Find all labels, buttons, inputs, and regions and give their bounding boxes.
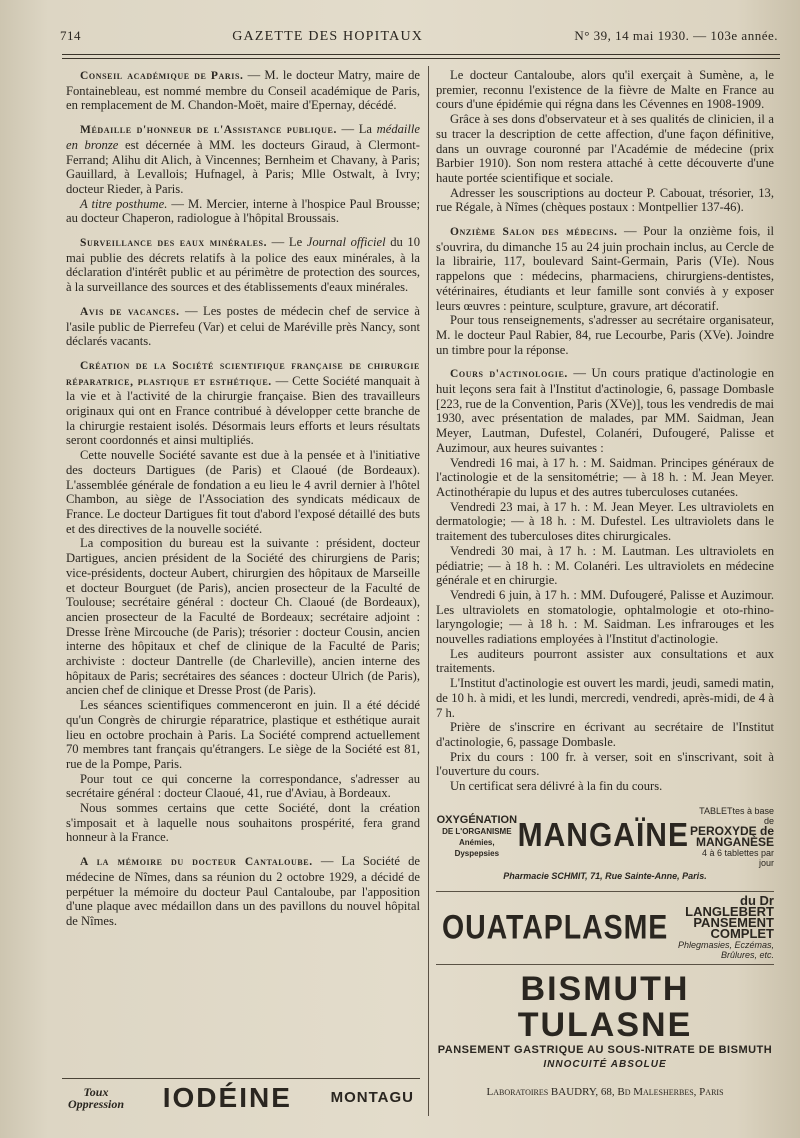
article-text: est décernée à MM. les docteurs Giraud, à Clermont-Ferrand; Alihu dit Alich, à Vincennes; Bernheim et Chavany, à Paris; Gauillard, à Levallois; Hufnagel, à Paris; Mlle Ostwalt, à Ivry; docteur Rieder, à Paris. [66,137,420,196]
right-column [436,68,774,1100]
ad-bismuth-brand: BISMUTH TULASNE [517,970,693,1045]
article-heading: Surveillance des eaux minérales. [80,237,268,250]
article-conseil [66,68,420,113]
ad-mangaine-left [436,815,518,859]
article-paragraph: Pour tous renseignements, s'adresser au secrétaire organisateur, M. le docteur Paul Rabier, 84, rue Lecourbe, Paris (XVe). Joindre un timbre pour la réponse. [436,313,774,357]
article-text: — Le [267,235,307,250]
ad-ouataplasme-doctor: du Dr LANGLEBERT [685,893,774,920]
article-text: — La [336,122,377,137]
article-italic: médaille en bronze [66,122,421,152]
article-italic: Journal officiel [306,235,386,250]
article-paragraph: Vendredi 30 mai, à 17 h. : M. Lautman. Les ultraviolets en pédiatrie; — à 18 h. : M. Colanéri. Les ultraviolets en médecine générale et en chirurgie. [436,543,774,588]
ad-ouataplasme [436,891,774,965]
article-paragraph: L'Institut d'actinologie est ouvert les mardi, jeudi, samedi matin, de 10 h. à midi, et les lundi, mercredi, vendredi, après-midi, de 4 à 7 h. [436,676,774,720]
ad-mangaine-brand: MANGAÏNE [517,817,689,854]
article-heading: Création de la Société scientifique française de chirurgie réparatrice, plastique et esthétique. [66,359,420,388]
article-italic: A titre posthume. [80,196,168,211]
article-paragraph: Pour tout ce qui concerne la correspondance, s'adresser au secrétaire général : docteur Claoué, 41, rue d'Aviau, à Bordeaux. [66,771,420,801]
article-creation [66,358,420,845]
ads-block [436,806,774,1100]
article-paragraph: Nous sommes certains que cette Société, dont la création s'imposait et à laquelle nous souhaitons prospérité, fera grand honneur à la France. [66,801,420,845]
ad-mangaine-pharmacy: Pharmacie SCHMIT, 71, Rue Sainte-Anne, Paris. [503,870,707,881]
article-paragraph: Vendredi 23 mai, à 17 h. : M. Jean Meyer. Les ultraviolets en dermatologie; — à 18 h. : M. Dufestel. Les ultraviolets dans le traitement des tuberculoses dites chirurgicales. [436,499,774,544]
article-medaille [66,122,420,226]
ad-mangaine-dose: 4 à 6 tablettes par jour [701,847,774,868]
article-text: — Cette Société manquait à la vie et à l'activité de la chirurgie française. Bien des travailleurs originaux qui ont en France contribué à développer cette branche de la chirurgie restaient isolés. Désormais leurs efforts et leurs résultats seront coordonnés et ainsi multipliés. [66,373,420,448]
issue-line: N° 39, 14 mai 1930. — 103e année. [574,28,778,43]
article-text: — Pour la onzième fois, il s'ouvrira, du dimanche 15 au 24 juin prochain inclus, au Cercle de la librairie, 117, boulevard Saint-Germain, Paris (VIe). Nous rappelons que : médecins, pharmaciens, chirurgiens-dentistes, vétérinaires, étudiants et leur famille sont conviés à y exposer leurs œuvres : peinture, sculpture, gravure, art décoratif. [436,224,774,313]
page-header [60,28,778,50]
ad-iodeine-maker: MONTAGU [330,1089,414,1106]
ad-iodeine-brand: IODÉINE [162,1081,292,1113]
article-paragraph: Un certificat sera délivré à la fin du cours. [450,779,663,794]
article-paragraph: Adresser les souscriptions au docteur P. Cabouat, trésorier, 13, rue Régale, à Nîmes (chèques postaux : Montpellier 137-46). [436,185,774,215]
article-paragraph: Prix du cours : 100 fr. à verser, soit en s'inscrivant, soit à l'ouverture du cours. [436,749,774,779]
article-paragraph: Vendredi 16 mai, à 17 h. : M. Saidman. Principes généraux de l'actinologie et de la sensitométrie; — à 18 h. : M. Jean Meyer. Actinothérapie du lupus et des autres tuberculoses cutanées. [436,455,774,499]
article-vacances [66,304,420,349]
ad-mangaine-tablet: TABLETtes à base de [699,805,774,826]
article-paragraph: Les auditeurs pourront assister aux consultations et aux traitements. [436,646,774,676]
ad-bismuth-subtitle: PANSEMENT GASTRIQUE AU SOUS-NITRATE DE BISMUTH [437,1044,773,1057]
ad-mangaine [436,806,774,868]
column-separator [428,66,429,1116]
article-text: — Un cours pratique d'actinologie en huit leçons sera fait à l'Institut d'actinologie, 6, passage Dombasle [223, rue de la Convention, Paris (XVe)], tous les vendredis de mai 1930, avec présentation de malades, par MM. Saidman, Jean Meyer, Lautman, Dufestel, Colanéri, Dufougeré, Palisse et Auzimour, aux heures suivantes : [436,366,774,455]
ad-bismuth [436,971,774,1099]
page-number: 714 [60,28,81,43]
article-heading: A la mémoire du docteur Cantaloube. [80,856,313,869]
ad-iodeine-oppression: Oppression [68,1096,125,1111]
article-paragraph: Grâce à ses dons d'observateur et à ses qualités de clinicien, il a su tracer la description de cette affection, d'une façon définitive, dans un ouvrage couronné par l'Académie de médecine (prix Barbier 1910). Son nom restera attaché à cette découverte d'une haute portée scientifique et sociale. [436,112,774,185]
ad-mangaine-right [689,806,774,868]
article-actinologie [436,366,774,793]
gazette-title: GAZETTE DES HOPITAUX [232,29,424,44]
article-heading: Avis de vacances. [80,305,180,318]
article-salon [436,224,774,357]
article-memoire [66,854,420,929]
left-column [66,68,420,938]
ad-bismuth-lab: Laboratoires BAUDRY, 68, Bd Malesherbes, Paris [486,1085,724,1098]
article-paragraph: Cette nouvelle Société savante est due à la pensée et à l'initiative des docteurs Dartigues (de Paris) et Claoué (de Bordeaux). L'assemblée générale de fondation a eu lieu le 4 avril dernier à l'hôtel Chambon, au siège de l'Association des syndicats médicaux de France. Le docteur Dartigues fit tout d'abord l'exposé détaillé des buts et des directives de la nouvelle société. [66,448,420,536]
ad-iodeine [62,1078,420,1116]
ad-ouataplasme-brand: OUATAPLASME [441,908,669,947]
article-paragraph: La composition du bureau est la suivante : président, docteur Dartigues, ancien président de la Société des chirurgiens de Paris; vice-présidents, docteur Aubert, chirurgien des hôpitaux de Marseille et docteur Bourguet (de Paris), ancien prosecteur de la Faculté de Toulouse; secrétaire général : docteur Ch. Claoué (de Bordeaux), ancien prosecteur de la Faculté de Bordeaux; secrétaire adjoint : Dresse Irène Mircouche (de Paris); trésorier : docteur Cousin, ancien interne des hôpitaux et chef de clinique de la Faculté de Paris; archiviste : docteur Dantrelle (de Charleville), ancien interne des hôpitaux de Paris; secrétaires des séances : docteur Ulrich (de Paris), ancien chef de clinique et Dresse Prost (de Paris). [66,536,420,698]
article-surveillance [66,235,420,295]
ad-mangaine-perox: PEROXYDE de MANGANÈSE [689,823,774,849]
article-heading: Conseil académique de Paris. [80,70,244,82]
ad-ouataplasme-pansement: PANSEMENT COMPLET [693,915,774,942]
ad-mangaine-oxy: OXYGÉNATION [436,813,518,826]
article-paragraph: Prière de s'inscrire en écrivant au secrétaire de l'Institut d'actinologie, 6, passage Dombasle. [436,720,774,749]
article-text: — La Société de médecine de Nîmes, dans sa réunion du 2 octobre 1929, a décidé de perpétuer la mémoire du docteur Paul Cantaloube, par l'apposition d'une plaque avec médaillon dans un des pavillons du nouvel hôpital de Nîmes. [66,854,420,928]
header-rule [62,54,780,55]
ad-ouataplasme-right [674,893,774,961]
ad-mangaine-anemies: Anémies, Dyspepsies [454,837,500,858]
ad-iodeine-toux: Toux [83,1084,109,1099]
article-heading: Onzième Salon des médecins. [450,226,618,239]
ad-iodeine-indications [68,1086,124,1110]
ad-bismuth-innocuite: INNOCUITÉ ABSOLUE [543,1059,667,1071]
article-paragraph: Vendredi 6 juin, à 17 h. : MM. Dufougeré, Palisse et Auzimour. Les ultraviolets en stomatologie, ophtalmologie et oto-rhino-laryngologie; — à 18 h. : M. Saidman. Les infrarouges et les nouvelles radiations employées à l'Institut d'actinologie. [436,587,774,647]
header-rule-thin [62,58,780,59]
ad-mangaine-org: DE L'ORGANISME [442,826,512,836]
article-text: du 10 mai publie des décrets relatifs à la police des eaux minérales, à la déclaration d'intérêt public et au périmètre de protection des sources, à la surveillance des sources et des établissements d'eaux minérales. [66,235,421,295]
article-text: — M. Mercier, interne à l'hospice Paul Brousse; au docteur Chaperon, radiologue à l'hôpital Broussais. [66,196,421,226]
article-text: — M. le docteur Matry, maire de Fontainebleau, est nommé membre du Conseil académique de Paris, en remplacement de M. Chandon-Moët, maire d'Epernay, décédé. [66,68,420,113]
article-heading: Cours d'actinologie. [450,368,568,381]
article-text: — Les postes de médecin chef de service à l'asile public de Pierrefeu (Var) et celui de Maréville près Nancy, sont déclarés vacants. [66,303,420,349]
article-paragraph: Les séances scientifiques commenceront en juin. Il a été décidé qu'un Congrès de chirurgie réparatrice, plastique et esthétique aurait lieu en octobre prochain à Paris. La Société comprend actuellement 70 membres tant français qu'étrangers. Le siège de la Société est 81, rue de la Pompe, Paris. [66,698,420,771]
ad-ouataplasme-indications: Phlegmasies, Eczémas, Brûlures, etc. [677,940,774,961]
article-heading: Médaille d'honneur de l'Assistance publique. [80,124,337,137]
article-paragraph: Le docteur Cantaloube, alors qu'il exerçait à Sumène, a, le premier, reconnu l'existence de la fièvre de Malte en France au cours d'une épidémie qui régna dans les Cévennes en 1908-1909. [436,68,774,112]
article-cantaloube-cont [436,68,774,215]
